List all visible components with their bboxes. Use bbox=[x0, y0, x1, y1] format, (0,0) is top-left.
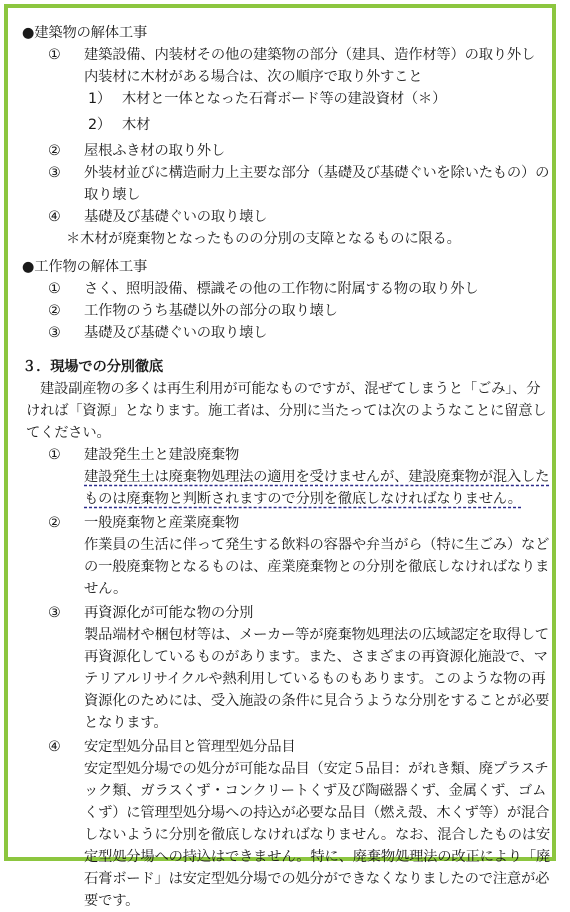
s1-item-3 bbox=[22, 162, 550, 206]
item-text: テリアルリサイクルや熱利用しているものもあります。このような物の再 bbox=[84, 671, 546, 687]
item-text: ック類、ガラスくず・コンクリートくず及び陶磁器くず、金属くず、ゴム bbox=[84, 783, 547, 799]
section3-intro bbox=[22, 378, 546, 444]
s2-item-2 bbox=[22, 300, 546, 322]
intro-line: ければ「資源」となります。施工者は、分別に当たっては次のようなことに留意し bbox=[26, 403, 547, 419]
item-number: ③ bbox=[48, 605, 61, 621]
item-text: 要です。 bbox=[84, 893, 140, 909]
item-number: ④ bbox=[48, 739, 61, 755]
s1-subitem-1 bbox=[22, 88, 546, 110]
item-number: ④ bbox=[48, 209, 61, 225]
s3-item-4 bbox=[22, 736, 551, 912]
item-text: 内装材に木材がある場合は、次の順序で取り外すこと bbox=[84, 69, 423, 85]
s2-item-3 bbox=[22, 322, 546, 344]
item-title: 安定型処分品目と管理型処分品目 bbox=[84, 739, 296, 755]
item-text: 資源化のためには、受入施設の条件に見合うような分別をすることが必要 bbox=[84, 693, 550, 709]
item-text: さく、照明設備、標識その他の工作物に附属する物の取り外し bbox=[84, 281, 479, 297]
item-text: 工作物のうち基礎以外の部分の取り壊し bbox=[84, 303, 338, 319]
item-text: 再資源化しているものがあります。また、さまざまの再資源化施設で、マ bbox=[84, 649, 548, 665]
item-text: の一般廃棄物となるものは、産業廃棄物との分別を徹底しなければなりま bbox=[84, 559, 550, 575]
item-text: 取り壊し bbox=[84, 187, 141, 203]
item-number: ① bbox=[48, 47, 61, 63]
item-title: 建設発生土と建設廃棄物 bbox=[84, 447, 240, 463]
subitem-number: 2） bbox=[88, 117, 111, 133]
item-text: 外装材並びに構造耐力上主要な部分（基礎及び基礎ぐいを除いたもの）の bbox=[84, 165, 550, 181]
item-title: 一般廃棄物と産業廃棄物 bbox=[84, 515, 240, 531]
s2-item-1 bbox=[22, 278, 546, 300]
subitem-text: 木材と一体となった石膏ボード等の建設資材（＊） bbox=[122, 91, 447, 107]
intro-line: 建設副産物の多くは再生利用が可能なものですが、混ぜてしまうと「ごみ」、分 bbox=[40, 381, 541, 397]
document-frame bbox=[4, 4, 556, 909]
s1-item-4 bbox=[22, 206, 546, 228]
item-text: 製品端材や梱包材等は、メーカー等が廃棄物処理法の広域認定を取得して bbox=[84, 627, 549, 643]
item-text: 屋根ふき材の取り外し bbox=[84, 143, 225, 159]
item-text-underlined: 建設発生土は廃棄物処理法の適用を受けませんが、建設廃棄物が混入した bbox=[84, 469, 550, 485]
intro-line: てください。 bbox=[26, 425, 111, 441]
item-text: 定型処分場への持込はできません。特に、廃棄物処理法の改正により「廃 bbox=[84, 849, 551, 865]
item-text-underlined: ものは廃棄物と判断されますので分別を徹底しなければなりません。 bbox=[84, 491, 522, 507]
section3-heading: ３．現場での分別徹底 bbox=[22, 359, 163, 375]
item-text: 安定型処分場での処分が可能な品目（安定５品目：がれき類、廃プラスチ bbox=[84, 761, 549, 777]
s3-item-1 bbox=[22, 444, 550, 510]
item-number: ② bbox=[48, 143, 61, 159]
item-number: ③ bbox=[48, 165, 61, 181]
s1-item-2 bbox=[22, 140, 546, 162]
subitem-text: 木材 bbox=[122, 117, 151, 133]
subitem-number: 1） bbox=[88, 91, 111, 107]
item-text: せん。 bbox=[84, 581, 128, 597]
item-title: 再資源化が可能な物の分別 bbox=[84, 605, 254, 621]
item-text: 建築設備、内装材その他の建築物の部分（建具、造作材等）の取り外し bbox=[84, 47, 536, 63]
s1-subitem-2 bbox=[22, 114, 546, 136]
item-text: 基礎及び基礎ぐいの取り壊し bbox=[84, 209, 268, 225]
item-number: ① bbox=[48, 281, 61, 297]
item-text: しないように分別を徹底しなければなりません。なお、混合したものは安 bbox=[84, 827, 551, 843]
item-number: ② bbox=[48, 515, 61, 531]
s1-item-1 bbox=[22, 44, 546, 88]
item-number: ③ bbox=[48, 325, 61, 341]
item-text: 石膏ボード」は安定型処分場での処分ができなくなりましたので注意が必 bbox=[84, 871, 550, 887]
document-content bbox=[22, 22, 551, 912]
item-text: くず）に管理型処分場への持込が必要な品目（燃え殻、木くず等）が混合 bbox=[84, 805, 550, 821]
section2-heading: ●工作物の解体工事 bbox=[22, 259, 148, 275]
s3-item-3 bbox=[22, 602, 550, 734]
s3-item-2 bbox=[22, 512, 550, 600]
item-text: となります。 bbox=[84, 715, 168, 731]
section1-note: ＊木材が廃棄物となったものの分別の支障となるものに限る。 bbox=[66, 231, 461, 247]
item-number: ② bbox=[48, 303, 61, 319]
item-text: 作業員の生活に伴って発生する飲料の容器や弁当がら（特に生ごみ）など bbox=[84, 537, 550, 553]
item-text: 基礎及び基礎ぐいの取り壊し bbox=[84, 325, 268, 341]
item-number: ① bbox=[48, 447, 61, 463]
section1-heading: ●建築物の解体工事 bbox=[22, 25, 148, 41]
